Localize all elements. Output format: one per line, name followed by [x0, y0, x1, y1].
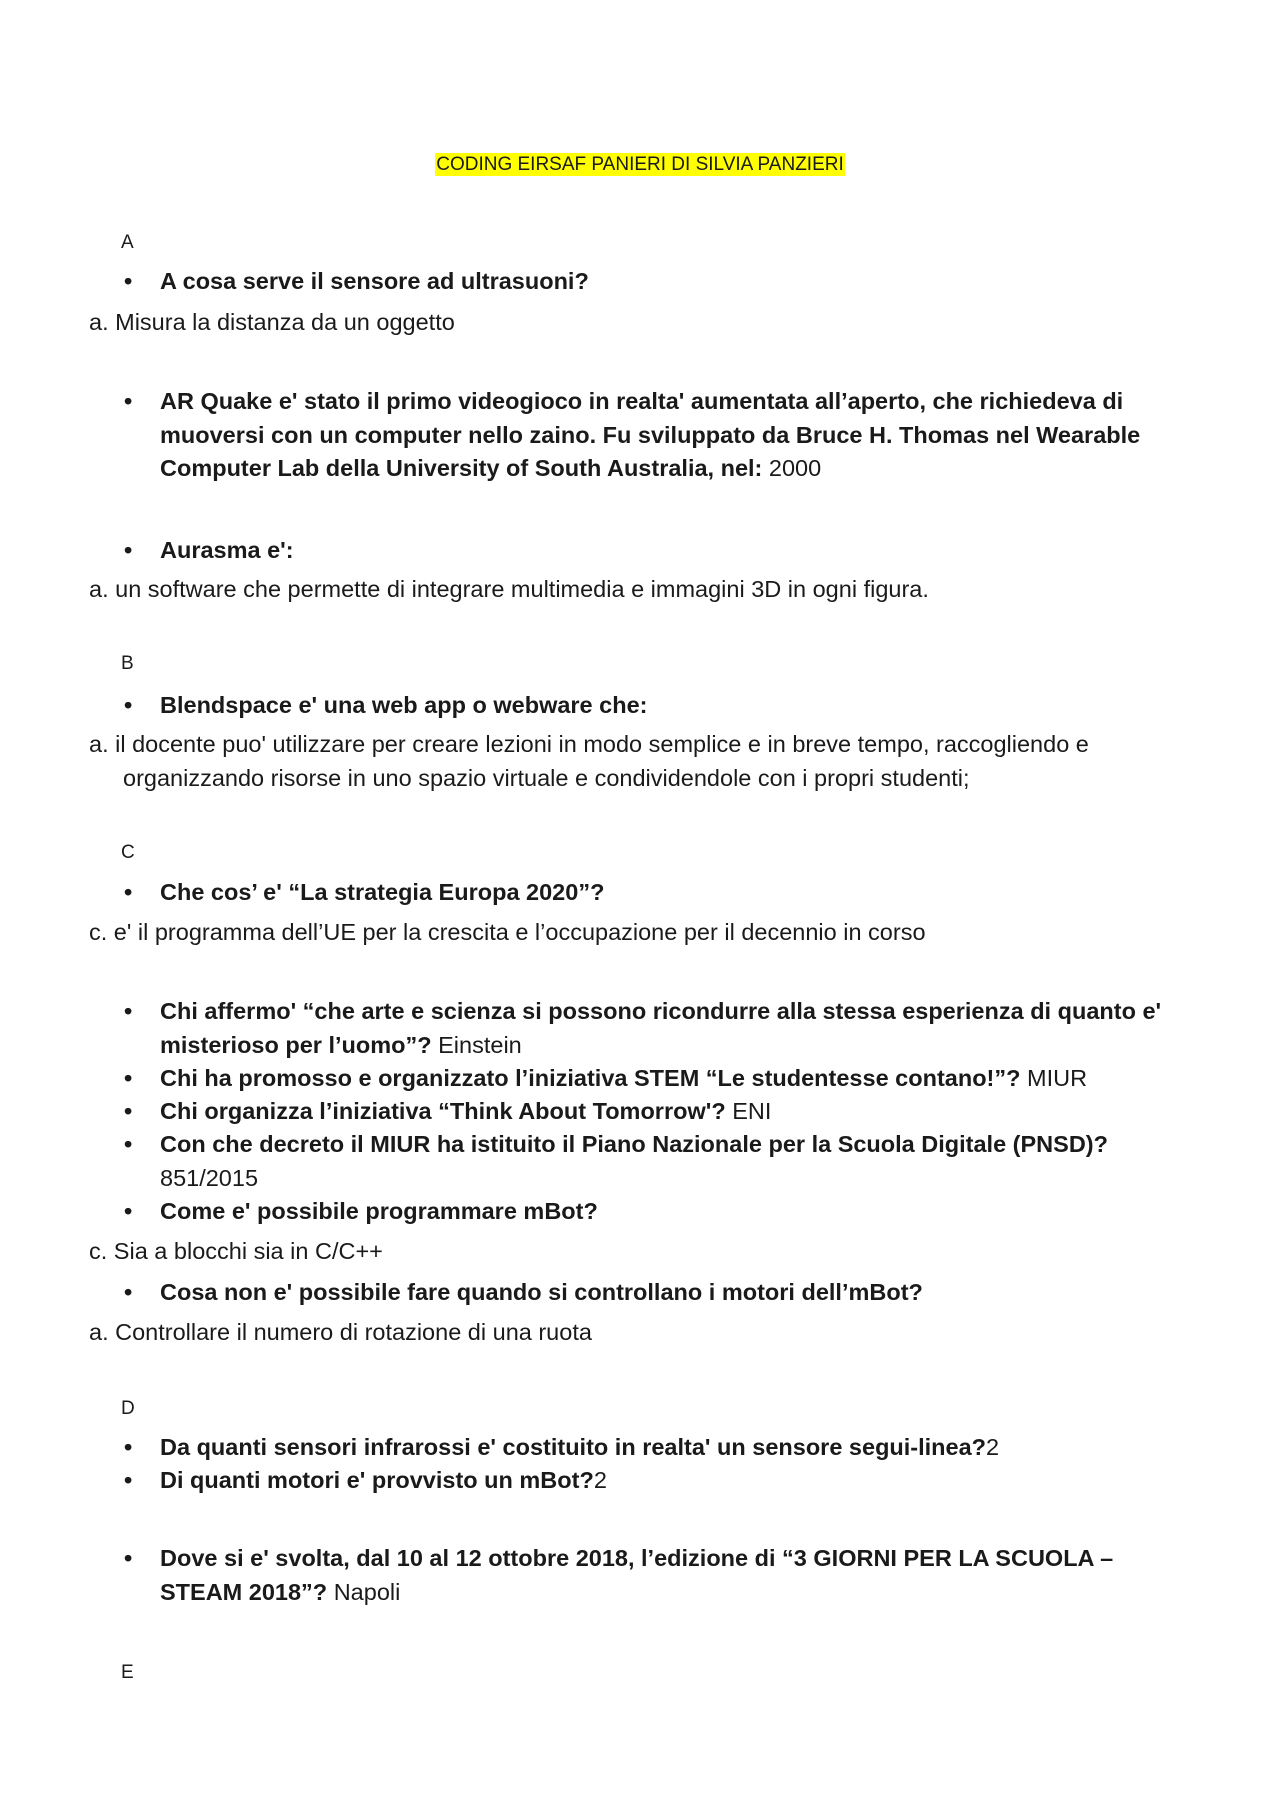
question-text: Chi affermo' “che arte e scienza si possono ricondurre alla stessa esperienza di quanto e' misterioso per l’uomo”? [160, 998, 1162, 1058]
title-row [0, 154, 1280, 176]
question-text: Di quanti motori e' provvisto un mBot? [160, 1467, 594, 1493]
question-aurasma [124, 534, 1180, 568]
question-text: Dove si e' svolta, dal 10 al 12 ottobre 2018, l’edizione di “3 GIORNI PER LA SCUOLA – STEAM 2018”? [160, 1545, 1114, 1605]
question-text: Blendspace e' una web app o webware che: [160, 692, 648, 718]
question-think-about-tomorrow [124, 1095, 1180, 1129]
answer-ultrasonic: a. Misura la distanza da un oggetto [89, 309, 455, 335]
question-text: Da quanti sensori infrarossi e' costituito in realta' un sensore segui-linea? [160, 1434, 987, 1460]
question-mbot-programming [124, 1195, 1180, 1229]
bullet-icon: • [124, 1545, 133, 1571]
bullet-icon: • [124, 1279, 133, 1305]
section-letter-b: B [121, 653, 134, 674]
question-text: Chi ha promosso e organizzato l’iniziativa STEM “Le studentesse contano!”? [160, 1065, 1021, 1091]
question-text: AR Quake e' stato il primo videogioco in realta' aumentata all’aperto, che richiedeva di muoversi con un computer nello zaino. Fu sviluppato da Bruce H. Thomas nel Wearable Computer Lab della University of South Australia, nel: [160, 388, 1141, 481]
bullet-icon: • [124, 268, 133, 294]
bullet-icon: • [124, 879, 133, 905]
answer-inline: 2 [593, 1467, 607, 1493]
answer-aurasma: a. un software che permette di integrare multimedia e immagini 3D in ogni figura. [89, 576, 929, 602]
bullet-icon: • [124, 1065, 133, 1091]
question-ultrasonic [124, 265, 1180, 299]
question-ar-quake [124, 385, 1180, 486]
answer-inline: 2 [986, 1434, 1000, 1460]
answer-inline: MIUR [1027, 1065, 1088, 1091]
question-text: Aurasma e': [160, 537, 294, 563]
answer-europa-2020: c. e' il programma dell’UE per la crescita e l’occupazione per il decennio in corso [89, 919, 926, 945]
question-mbot-motors [124, 1276, 1180, 1310]
section-letter-a: A [121, 232, 134, 253]
question-text: Come e' possibile programmare mBot? [160, 1198, 598, 1224]
answer-inline: ENI [732, 1098, 772, 1124]
bullet-icon: • [124, 692, 133, 718]
section-letter-c: C [121, 842, 135, 863]
bullet-icon: • [124, 1467, 133, 1493]
question-blendspace [124, 689, 1180, 723]
question-arte-scienza [124, 995, 1180, 1062]
question-text: Che cos’ e' “La strategia Europa 2020”? [160, 879, 605, 905]
bullet-icon: • [124, 1434, 133, 1460]
page-title: CODING EIRSAF PANIERI DI SILVIA PANZIERI [436, 154, 844, 175]
bullet-icon: • [124, 1098, 133, 1124]
answer-inline: Einstein [438, 1031, 522, 1058]
question-stem-studentesse [124, 1062, 1180, 1096]
section-letter-e: E [121, 1662, 134, 1683]
question-infrared-sensors [124, 1431, 1180, 1465]
question-text: Cosa non e' possibile fare quando si controllano i motori dell’mBot? [160, 1279, 923, 1305]
question-mbot-motor-count [124, 1464, 1180, 1498]
bullet-icon: • [124, 1198, 133, 1224]
answer-blendspace: a. il docente puo' utilizzare per creare lezioni in modo semplice e in breve tempo, raccogliendo e organizzando risorse in uno spazio virtuale e condividendole con i propri studenti; [89, 731, 1089, 791]
answer-mbot-motors: a. Controllare il numero di rotazione di una ruota [89, 1319, 592, 1345]
bullet-icon: • [124, 388, 133, 414]
answer-inline: 851/2015 [160, 1164, 259, 1191]
bullet-icon: • [124, 998, 133, 1024]
question-3-giorni-scuola [124, 1542, 1180, 1609]
bullet-icon: • [124, 537, 133, 563]
question-text: Chi organizza l’iniziativa “Think About Tomorrow'? [160, 1098, 726, 1124]
answer-inline: 2000 [768, 455, 822, 481]
question-europa-2020 [124, 876, 1180, 910]
question-text: Con che decreto il MIUR ha istituito il Piano Nazionale per la Scuola Digitale (PNSD)? [160, 1131, 1108, 1157]
question-text: A cosa serve il sensore ad ultrasuoni? [160, 268, 589, 294]
question-pnsd [124, 1128, 1180, 1195]
answer-mbot-programming: c. Sia a blocchi sia in C/C++ [89, 1238, 383, 1264]
section-letter-d: D [121, 1398, 135, 1419]
bullet-icon: • [124, 1131, 133, 1157]
answer-inline: Napoli [333, 1578, 401, 1605]
